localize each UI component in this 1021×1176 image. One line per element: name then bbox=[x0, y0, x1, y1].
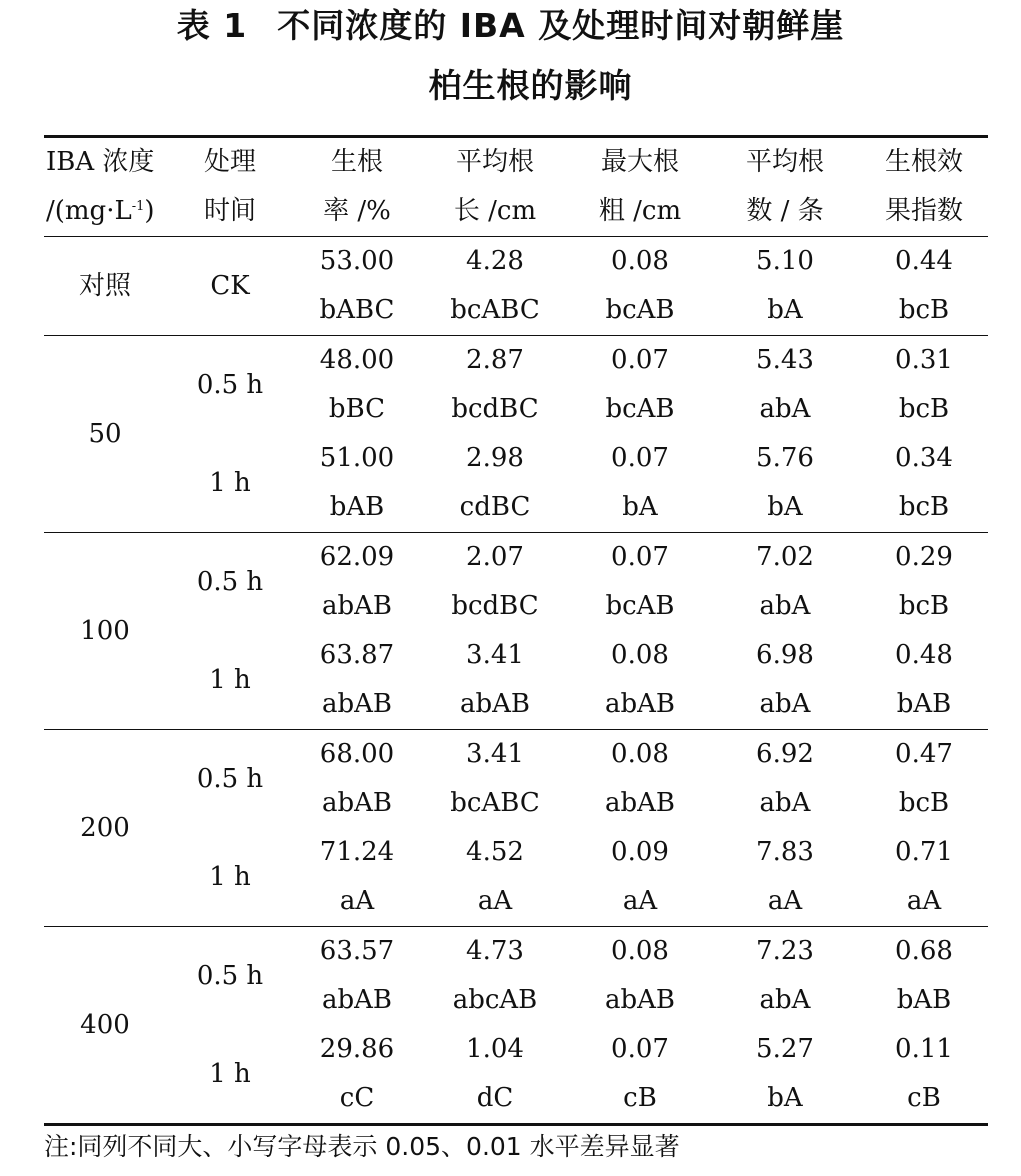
value-cell: 29.86 bbox=[319, 1034, 395, 1064]
value-cell: 0.07 bbox=[611, 345, 669, 375]
header-time-unit: 时间 bbox=[166, 187, 294, 237]
value-cell: 3.41 bbox=[466, 739, 524, 769]
value-cell: 2.98 bbox=[466, 443, 524, 473]
value-cell: 0.08 bbox=[611, 936, 669, 966]
letter-cell: bcB bbox=[898, 788, 950, 818]
value-cell: 0.68 bbox=[895, 936, 953, 966]
value-cell: 0.31 bbox=[895, 345, 953, 375]
letter-cell: abcAB bbox=[452, 985, 538, 1015]
value-cell: 0.48 bbox=[895, 640, 953, 670]
letter-cell: bA bbox=[767, 1083, 803, 1113]
value-cell: 0.09 bbox=[611, 837, 669, 867]
value-cell: 0.34 bbox=[895, 443, 953, 473]
letter-cell: cB bbox=[623, 1083, 657, 1113]
time-cell: 1 h bbox=[209, 861, 251, 892]
concentration-cell: 对照 bbox=[78, 270, 131, 301]
value-cell: 0.71 bbox=[895, 837, 953, 867]
header-time: 处理 bbox=[203, 147, 256, 177]
table-title-line-1 bbox=[0, 6, 1021, 46]
letter-cell: bBC bbox=[328, 394, 386, 424]
letter-cell: aA bbox=[622, 886, 658, 916]
value-cell: 53.00 bbox=[319, 246, 395, 276]
value-cell: 0.07 bbox=[611, 542, 669, 572]
letter-cell: bcB bbox=[898, 492, 950, 522]
letter-cell: abA bbox=[759, 985, 811, 1015]
letter-cell: aA bbox=[906, 886, 942, 916]
letter-cell: bABC bbox=[319, 295, 395, 325]
letter-cell: abAB bbox=[604, 689, 676, 719]
value-cell: 7.23 bbox=[756, 936, 814, 966]
value-cell: 6.92 bbox=[756, 739, 814, 769]
time-cell: 0.5 h bbox=[196, 763, 264, 794]
letter-cell: aA bbox=[339, 886, 375, 916]
letter-cell: bAB bbox=[896, 689, 952, 719]
value-cell: 63.87 bbox=[319, 640, 395, 670]
letter-cell: bA bbox=[767, 492, 803, 522]
header-concentration: IBA 浓度 bbox=[46, 147, 155, 177]
letter-cell: cdBC bbox=[459, 492, 531, 522]
value-cell: 6.98 bbox=[756, 640, 814, 670]
value-cell: 0.11 bbox=[895, 1034, 953, 1064]
table-title-text: 不同浓度的 IBA 及处理时间对朝鲜崖 bbox=[277, 6, 845, 45]
header-concentration-unit bbox=[44, 187, 166, 237]
letter-cell: bA bbox=[767, 295, 803, 325]
letter-cell: abAB bbox=[321, 788, 393, 818]
value-cell: 71.24 bbox=[319, 837, 395, 867]
letter-cell: abA bbox=[759, 689, 811, 719]
value-cell: 0.08 bbox=[611, 246, 669, 276]
value-cell: 62.09 bbox=[319, 542, 395, 572]
time-cell: CK bbox=[210, 270, 250, 301]
header-root-number: 平均根 bbox=[745, 147, 824, 177]
concentration-cell: 50 bbox=[88, 418, 122, 449]
value-cell: 0.08 bbox=[611, 739, 669, 769]
time-cell: 0.5 h bbox=[196, 566, 264, 597]
value-cell: 0.44 bbox=[895, 246, 953, 276]
header-root-length-unit: 长 /cm bbox=[420, 187, 570, 237]
value-cell: 68.00 bbox=[319, 739, 395, 769]
letter-cell: abAB bbox=[459, 689, 531, 719]
letter-cell: bcdBC bbox=[451, 394, 539, 424]
table-row bbox=[44, 434, 988, 483]
letter-cell: abAB bbox=[321, 689, 393, 719]
letter-cell: bcdBC bbox=[451, 591, 539, 621]
value-cell: 1.04 bbox=[466, 1034, 524, 1064]
letter-cell: aA bbox=[767, 886, 803, 916]
value-cell: 5.10 bbox=[756, 246, 814, 276]
letter-cell: bAB bbox=[896, 985, 952, 1015]
value-cell: 0.07 bbox=[611, 1034, 669, 1064]
value-cell: 3.41 bbox=[466, 640, 524, 670]
letter-cell: bcB bbox=[898, 394, 950, 424]
table-row bbox=[44, 336, 988, 386]
value-cell: 0.08 bbox=[611, 640, 669, 670]
table-row bbox=[44, 1025, 988, 1074]
header-row bbox=[44, 137, 988, 188]
unit-superscript: -1 bbox=[131, 199, 145, 214]
table-title-line-2: 柏生根的影响 bbox=[428, 66, 633, 105]
group-control bbox=[44, 237, 988, 336]
table-row bbox=[44, 828, 988, 877]
header-rooting-rate: 生根 bbox=[330, 147, 383, 177]
letter-cell: abAB bbox=[604, 788, 676, 818]
letter-cell: cB bbox=[907, 1083, 941, 1113]
value-cell: 2.07 bbox=[466, 542, 524, 572]
letter-cell: abAB bbox=[604, 985, 676, 1015]
value-cell: 7.02 bbox=[756, 542, 814, 572]
table-row bbox=[44, 730, 988, 780]
value-cell: 0.47 bbox=[895, 739, 953, 769]
letter-cell: bcABC bbox=[450, 295, 540, 325]
value-cell: 4.73 bbox=[466, 936, 524, 966]
value-cell: 4.52 bbox=[466, 837, 524, 867]
value-cell: 2.87 bbox=[466, 345, 524, 375]
header-rooting-index-unit: 果指数 bbox=[860, 187, 988, 237]
letter-cell: bcB bbox=[898, 295, 950, 325]
value-cell: 5.27 bbox=[756, 1034, 814, 1064]
group-50 bbox=[44, 336, 988, 533]
letter-cell: bAB bbox=[329, 492, 385, 522]
header-root-diameter-unit: 粗 /cm bbox=[570, 187, 710, 237]
header-root-length: 平均根 bbox=[455, 147, 534, 177]
letter-cell: abAB bbox=[321, 591, 393, 621]
header-root-number-unit: 数 / 条 bbox=[710, 187, 860, 237]
value-cell: 4.28 bbox=[466, 246, 524, 276]
letter-cell: bA bbox=[622, 492, 658, 522]
concentration-cell: 400 bbox=[80, 1009, 130, 1040]
value-cell: 0.07 bbox=[611, 443, 669, 473]
table-row bbox=[44, 237, 988, 287]
header-rooting-index: 生根效 bbox=[884, 147, 963, 177]
table-header bbox=[44, 137, 988, 237]
table-footnote: 注:同列不同大、小写字母表示 0.05、0.01 水平差异显著 bbox=[44, 1132, 680, 1161]
header-row bbox=[44, 187, 988, 237]
letter-cell: bcAB bbox=[605, 295, 675, 325]
value-cell: 48.00 bbox=[319, 345, 395, 375]
value-cell: 51.00 bbox=[319, 443, 395, 473]
letter-cell: bcAB bbox=[605, 394, 675, 424]
letter-cell: bcB bbox=[898, 591, 950, 621]
group-100 bbox=[44, 533, 988, 730]
group-400 bbox=[44, 927, 988, 1125]
value-cell: 7.83 bbox=[756, 837, 814, 867]
rooting-data-table bbox=[44, 135, 988, 1126]
time-cell: 1 h bbox=[209, 1058, 251, 1089]
letter-cell: cC bbox=[339, 1083, 375, 1113]
table-row bbox=[44, 631, 988, 680]
table-number: 表 1 bbox=[176, 6, 248, 45]
value-cell: 0.29 bbox=[895, 542, 953, 572]
time-cell: 0.5 h bbox=[196, 960, 264, 991]
value-cell: 5.76 bbox=[756, 443, 814, 473]
letter-cell: abA bbox=[759, 788, 811, 818]
group-200 bbox=[44, 730, 988, 927]
letter-cell: abA bbox=[759, 591, 811, 621]
value-cell: 63.57 bbox=[319, 936, 395, 966]
header-rooting-rate-unit: 率 /% bbox=[294, 187, 420, 237]
value-cell: 5.43 bbox=[756, 345, 814, 375]
unit-prefix: /(mg·L bbox=[46, 196, 132, 226]
letter-cell: dC bbox=[476, 1083, 514, 1113]
letter-cell: bcAB bbox=[605, 591, 675, 621]
concentration-cell: 100 bbox=[80, 615, 130, 646]
concentration-cell: 200 bbox=[80, 812, 130, 843]
letter-cell: aA bbox=[477, 886, 513, 916]
letter-cell: abA bbox=[759, 394, 811, 424]
table-row bbox=[44, 533, 988, 583]
letter-cell: abAB bbox=[321, 985, 393, 1015]
time-cell: 1 h bbox=[209, 664, 251, 695]
unit-suffix: ) bbox=[144, 196, 155, 226]
letter-cell: bcABC bbox=[450, 788, 540, 818]
header-root-diameter: 最大根 bbox=[600, 147, 679, 177]
time-cell: 1 h bbox=[209, 467, 251, 498]
table-row bbox=[44, 927, 988, 977]
time-cell: 0.5 h bbox=[196, 369, 264, 400]
